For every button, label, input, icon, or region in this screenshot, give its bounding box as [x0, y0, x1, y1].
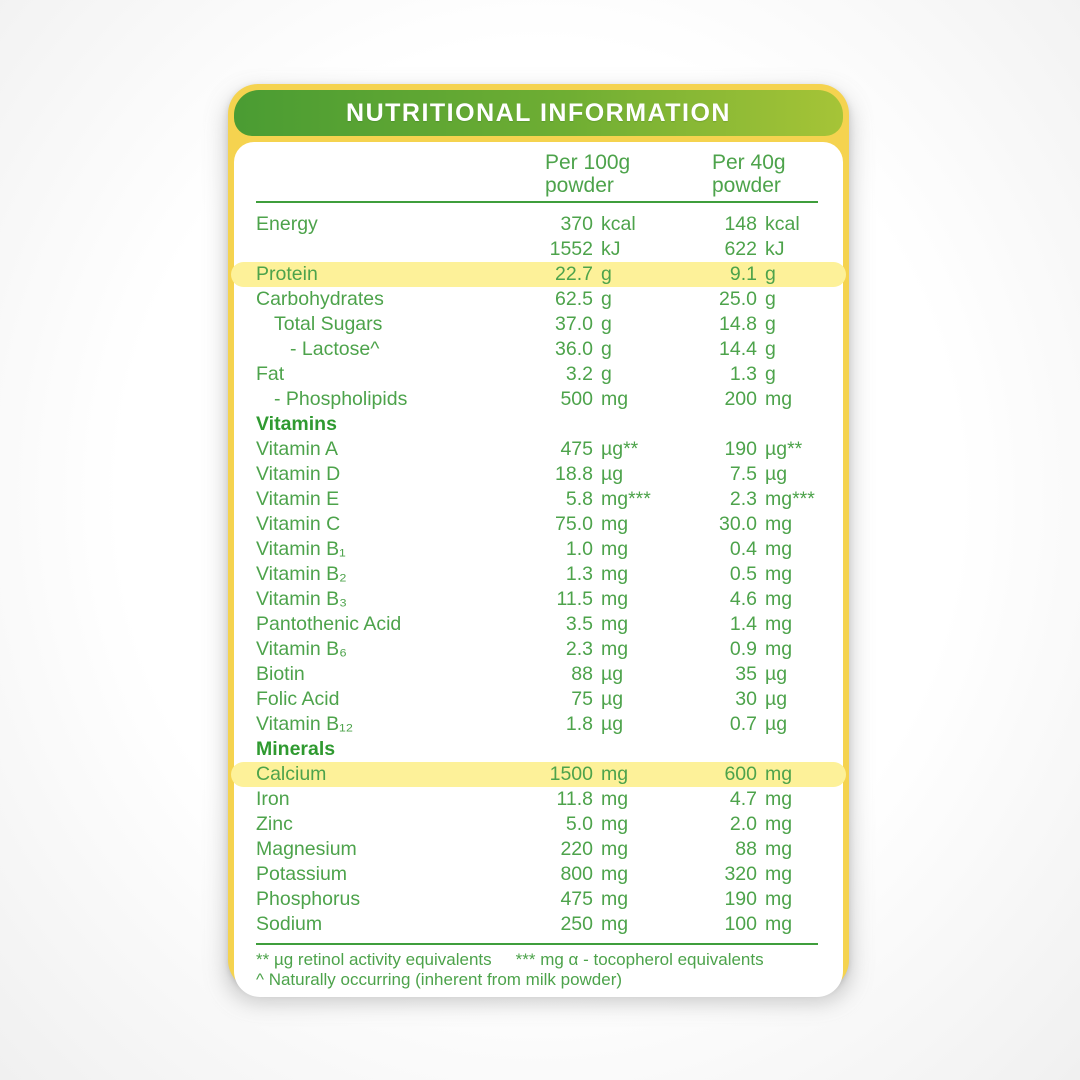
unit-per-100g: µg [601, 713, 624, 735]
row-label: Minerals [256, 738, 336, 760]
value-per-40g: 0.4 [729, 538, 757, 560]
section-row [256, 737, 818, 762]
value-per-100g: 11.5 [556, 588, 593, 610]
table-row [231, 762, 846, 787]
footnotes [256, 950, 818, 989]
unit-per-100g: µg [601, 688, 624, 710]
row-label: Protein [256, 263, 318, 285]
table-row [256, 612, 818, 637]
value-per-40g: 14.4 [719, 338, 757, 360]
row-label: Vitamin E [256, 488, 340, 510]
value-per-100g: 1.8 [565, 713, 593, 735]
row-label: Phosphorus [256, 888, 361, 910]
row-label: Pantothenic Acid [256, 613, 402, 635]
unit-per-40g: kcal [765, 213, 800, 235]
column-header-per-100g [511, 151, 673, 197]
unit-per-40g: mg [765, 788, 793, 810]
value-per-40g: 200 [724, 388, 757, 410]
value-per-100g: 475 [560, 888, 593, 910]
unit-per-40g: mg [765, 613, 793, 635]
unit-per-40g: mg*** [765, 488, 815, 510]
unit-per-100g: kcal [601, 213, 636, 235]
row-label: Vitamin C [256, 513, 341, 535]
value-per-40g: 600 [724, 763, 757, 785]
row-label: Folic Acid [256, 688, 340, 710]
row-label: Vitamins [256, 413, 337, 435]
value-per-40g: 4.7 [729, 788, 757, 810]
value-per-100g: 3.2 [565, 363, 593, 385]
banner [234, 90, 843, 136]
row-label: Total Sugars [274, 313, 383, 335]
unit-per-40g: g [765, 338, 776, 360]
unit-per-40g: mg [765, 838, 793, 860]
row-label: Sodium [256, 913, 323, 935]
unit-per-100g: mg [601, 588, 629, 610]
unit-per-100g: g [601, 288, 612, 310]
value-per-100g: 370 [560, 213, 593, 235]
unit-per-100g: mg [601, 563, 629, 585]
nutrition-rows [256, 212, 818, 937]
row-label: Magnesium [256, 838, 357, 860]
unit-per-40g: mg [765, 513, 793, 535]
column-headers [256, 151, 818, 197]
value-per-100g: 250 [560, 913, 593, 935]
footnote-divider [256, 943, 818, 945]
table-row [256, 387, 818, 412]
table-row [256, 662, 818, 687]
column-header-per-40g-line2: powder [712, 174, 781, 197]
table-row [256, 912, 818, 937]
table-row [256, 837, 818, 862]
value-per-40g: 88 [735, 838, 757, 860]
value-per-40g: 148 [724, 213, 757, 235]
column-header-per-40g [673, 151, 818, 197]
table-row [256, 512, 818, 537]
value-per-40g: 2.3 [729, 488, 757, 510]
table-row [256, 637, 818, 662]
unit-per-40g: mg [765, 538, 793, 560]
row-label: Vitamin B₃ [256, 588, 348, 610]
table-row [256, 562, 818, 587]
value-per-100g: 500 [560, 388, 593, 410]
row-label: Vitamin A [256, 438, 339, 460]
row-label: Vitamin B₁₂ [256, 713, 354, 735]
unit-per-100g: µg [601, 463, 624, 485]
header-divider [256, 201, 818, 203]
row-label: Vitamin B₆ [256, 638, 347, 660]
unit-per-100g: mg [601, 838, 629, 860]
value-per-100g: 1.3 [565, 563, 593, 585]
unit-per-100g: mg [601, 813, 629, 835]
row-label: - Lactose^ [290, 338, 380, 360]
table-row [256, 237, 818, 262]
value-per-40g: 4.6 [729, 588, 757, 610]
unit-per-40g: kJ [765, 238, 785, 260]
value-per-40g: 622 [724, 238, 757, 260]
value-per-40g: 30.0 [719, 513, 757, 535]
row-label: Fat [256, 363, 285, 385]
value-per-100g: 75 [571, 688, 593, 710]
unit-per-40g: mg [765, 388, 793, 410]
value-per-100g: 5.0 [565, 813, 593, 835]
unit-per-40g: mg [765, 888, 793, 910]
unit-per-100g: g [601, 338, 612, 360]
unit-per-100g: mg [601, 388, 629, 410]
value-per-100g: 36.0 [555, 338, 593, 360]
value-per-40g: 1.3 [729, 363, 757, 385]
value-per-40g: 190 [724, 888, 757, 910]
row-label: Potassium [256, 863, 348, 885]
table-row [256, 687, 818, 712]
row-label: Carbohydrates [256, 288, 384, 310]
unit-per-100g: µg** [601, 438, 639, 460]
unit-per-40g: mg [765, 638, 793, 660]
value-per-100g: 18.8 [555, 463, 593, 485]
unit-per-100g: g [601, 263, 612, 285]
unit-per-100g: mg [601, 888, 629, 910]
value-per-100g: 1500 [549, 763, 593, 785]
value-per-100g: 800 [560, 863, 593, 885]
row-label: Vitamin B₂ [256, 563, 347, 585]
value-per-100g: 1.0 [565, 538, 593, 560]
unit-per-40g: mg [765, 913, 793, 935]
table-row [256, 712, 818, 737]
row-label: Calcium [256, 763, 327, 785]
value-per-100g: 1552 [549, 238, 593, 260]
unit-per-40g: µg** [765, 438, 803, 460]
table-row [256, 287, 818, 312]
value-per-40g: 7.5 [729, 463, 757, 485]
unit-per-40g: g [765, 313, 776, 335]
banner-title: NUTRITIONAL INFORMATION [346, 98, 731, 127]
value-per-40g: 1.4 [729, 613, 757, 635]
value-per-40g: 9.1 [729, 263, 757, 285]
table-row [256, 312, 818, 337]
value-per-100g: 2.3 [565, 638, 593, 660]
value-per-40g: 320 [724, 863, 757, 885]
row-label: Iron [256, 788, 290, 810]
value-per-100g: 11.8 [556, 788, 593, 810]
row-label: Energy [256, 213, 318, 235]
unit-per-40g: mg [765, 563, 793, 585]
table-row [256, 537, 818, 562]
row-label: Zinc [256, 813, 293, 835]
row-label: Vitamin D [256, 463, 341, 485]
table-row [231, 262, 846, 287]
unit-per-40g: µg [765, 713, 788, 735]
unit-per-40g: mg [765, 863, 793, 885]
unit-per-40g: µg [765, 663, 788, 685]
unit-per-40g: g [765, 288, 776, 310]
table-row [256, 462, 818, 487]
value-per-40g: 25.0 [719, 288, 757, 310]
nutrition-panel [234, 142, 843, 997]
value-per-40g: 14.8 [719, 313, 757, 335]
row-label: Biotin [256, 663, 305, 685]
row-label: Vitamin B₁ [256, 538, 346, 560]
value-per-40g: 2.0 [729, 813, 757, 835]
footnote-retinol: ** µg retinol activity equivalents [256, 950, 492, 969]
table-row [256, 487, 818, 512]
unit-per-100g: mg [601, 513, 629, 535]
table-row [256, 812, 818, 837]
unit-per-100g: mg [601, 613, 629, 635]
unit-per-40g: mg [765, 588, 793, 610]
value-per-40g: 190 [724, 438, 757, 460]
value-per-100g: 220 [560, 838, 593, 860]
unit-per-40g: µg [765, 688, 788, 710]
table-row [256, 362, 818, 387]
nutrition-label-card [228, 84, 849, 990]
column-header-per-40g-line1: Per 40g [712, 151, 786, 174]
unit-per-100g: mg [601, 913, 629, 935]
unit-per-100g: mg [601, 638, 629, 660]
section-row [256, 412, 818, 437]
unit-per-40g: µg [765, 463, 788, 485]
table-row [256, 862, 818, 887]
table-row [256, 212, 818, 237]
column-header-per-100g-line2: powder [545, 174, 614, 197]
value-per-40g: 0.5 [729, 563, 757, 585]
value-per-100g: 75.0 [555, 513, 593, 535]
unit-per-100g: g [601, 313, 612, 335]
unit-per-100g: mg [601, 788, 629, 810]
unit-per-40g: g [765, 263, 776, 285]
footnote-tocopherol: *** mg α - tocopherol equivalents [515, 950, 764, 969]
table-row [256, 437, 818, 462]
table-row [256, 887, 818, 912]
table-row [256, 337, 818, 362]
value-per-100g: 3.5 [565, 613, 593, 635]
value-per-100g: 88 [571, 663, 593, 685]
footnote-line-1 [256, 950, 818, 970]
unit-per-100g: mg [601, 863, 629, 885]
value-per-100g: 37.0 [555, 313, 593, 335]
table-row [256, 587, 818, 612]
value-per-40g: 30 [735, 688, 757, 710]
unit-per-40g: g [765, 363, 776, 385]
value-per-40g: 0.9 [729, 638, 757, 660]
value-per-40g: 0.7 [729, 713, 757, 735]
row-label: - Phospholipids [274, 388, 408, 410]
unit-per-100g: kJ [601, 238, 621, 260]
unit-per-40g: mg [765, 763, 793, 785]
unit-per-100g: mg [601, 763, 629, 785]
value-per-100g: 62.5 [555, 288, 593, 310]
unit-per-100g: mg*** [601, 488, 651, 510]
value-per-100g: 22.7 [555, 263, 593, 285]
value-per-100g: 475 [560, 438, 593, 460]
value-per-40g: 100 [724, 913, 757, 935]
column-header-per-100g-line1: Per 100g [545, 151, 631, 174]
unit-per-100g: µg [601, 663, 624, 685]
value-per-100g: 5.8 [565, 488, 593, 510]
table-row [256, 787, 818, 812]
unit-per-100g: mg [601, 538, 629, 560]
unit-per-40g: mg [765, 813, 793, 835]
value-per-40g: 35 [735, 663, 757, 685]
unit-per-100g: g [601, 363, 612, 385]
footnote-line-2: ^ Naturally occurring (inherent from milk powder) [256, 969, 623, 989]
